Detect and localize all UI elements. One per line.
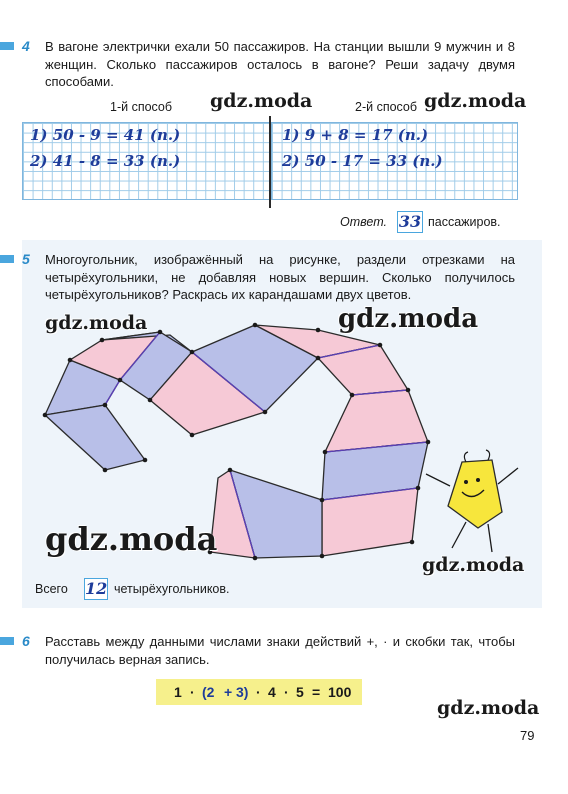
expr-token: (2 (202, 684, 215, 700)
quad-2 (45, 405, 145, 470)
task6-text: Расставь между данными числами знаки действий +, · и скобки так, чтобы получилась верная запись. (45, 634, 515, 667)
task5-number: 5 (22, 251, 30, 267)
method1-line2: 2) 41 - 8 = 33 (п.) (30, 152, 181, 170)
watermark-7: gdz.moda (437, 697, 540, 719)
answer-box: 33 (398, 212, 422, 231)
expression-box (156, 679, 362, 705)
watermark-1: gdz.moda (210, 90, 313, 112)
expr-token: · (256, 684, 261, 700)
method1-label: 1-й способ (110, 100, 173, 114)
task6-marker (0, 637, 14, 645)
task6-number: 6 (22, 633, 30, 649)
expr-token: · (284, 684, 289, 700)
watermark-2: gdz.moda (424, 90, 527, 112)
total-label: Всего (35, 582, 68, 596)
answer-label: Ответ. (340, 215, 387, 229)
watermark-3: gdz.moda (45, 312, 148, 334)
expr-token: 3) (236, 684, 249, 700)
task4-text: В вагоне электрички ехали 50 пассажиров. На станции вышли 9 мужчин и 8 женщин. Сколько пассажиров осталось в вагоне? Реши задачу двумя способами. (45, 39, 515, 89)
page-number: 79 (520, 728, 535, 743)
task4-number: 4 (22, 38, 30, 54)
expr-token: 4 (268, 684, 276, 700)
expr-token: · (190, 684, 195, 700)
method2-line1: 1) 9 + 8 = 17 (п.) (282, 126, 429, 144)
expr-token: 100 (328, 684, 352, 700)
quad-10 (325, 390, 428, 452)
method2-line2: 2) 50 - 17 = 33 (п.) (282, 152, 443, 170)
task5-text: Многоугольник, изображённый на рисунке, раздели отрезками на четырёхугольники, не добавляя новых вершин. Сколько получилось четырёхугольников? Раскрась их карандашами двух цветов. (45, 252, 515, 302)
mascot-icon (426, 450, 518, 552)
expr-token: 1 (174, 684, 182, 700)
method1-line1: 1) 50 - 9 = 41 (п.) (30, 126, 181, 144)
watermark-6: gdz.moda (422, 554, 525, 576)
answer-unit: пассажиров. (428, 215, 501, 229)
expr-token: 5 (296, 684, 304, 700)
total-box: 12 (85, 579, 108, 598)
method2-label: 2-й способ (355, 100, 418, 114)
expr-token: = (312, 684, 321, 700)
watermark-5: gdz.moda (45, 520, 218, 558)
total-unit: четырёхугольников. (114, 582, 230, 596)
watermark-4: gdz.moda (338, 304, 479, 334)
expr-token: + (224, 684, 233, 700)
